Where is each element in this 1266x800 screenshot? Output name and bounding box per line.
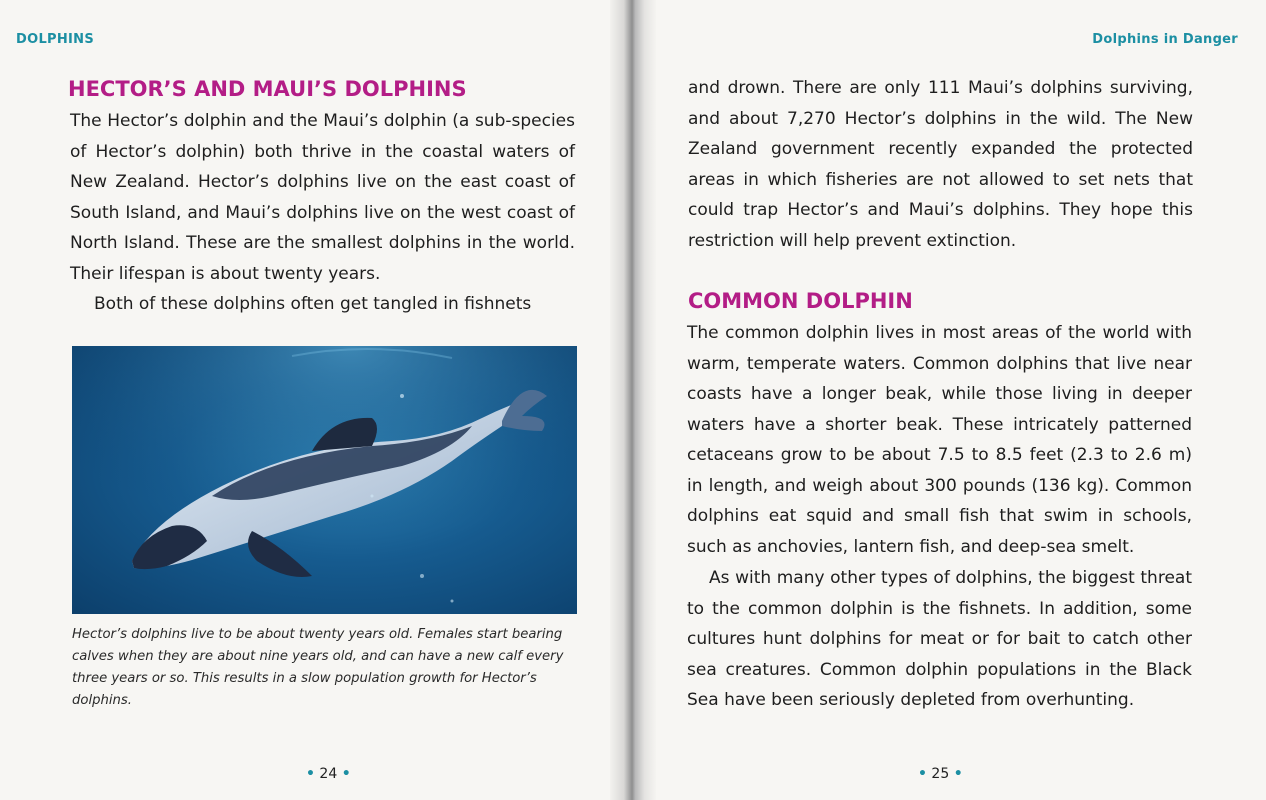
page-number-24: 24 xyxy=(319,766,338,782)
folio-dot-icon: • xyxy=(918,766,927,782)
page-number-right xyxy=(918,766,963,782)
folio-dot-icon: • xyxy=(341,766,351,782)
folio-dot-icon: • xyxy=(953,766,963,782)
paragraph-hectors-intro: The Hector’s dolphin and the Maui’s dolphin (a sub-species of Hector’s dolphin) both thrive in the coastal waters of New Zealand. Hector’s dolphins live on the east coast of South Island, and Maui’s dolphins live on the west coast of North Island. These are the smallest dolphins in the world. Their lifespan is about twenty years. xyxy=(70,111,575,284)
paragraph-fishnets: Both of these dolphins often get tangled in fishnets xyxy=(94,294,532,314)
dolphin-photo xyxy=(72,346,577,614)
hectors-dolphin-illustration xyxy=(72,346,577,614)
paragraph-threats: As with many other types of dolphins, the biggest threat to the common dolphin is the fishnets. In addition, some cultures hunt dolphins for meat or for bait to catch other sea creatures. Common dolphin populations in the Black Sea have been seriously depleted from overhunting. xyxy=(687,568,1192,710)
folio-dot-icon: • xyxy=(306,766,315,782)
page-number-25: 25 xyxy=(931,766,950,782)
photo-caption: Hector’s dolphins live to be about twenty years old. Females start bearing calves when they are about nine years old, and can have a new calf every three years or so. This results in a slow population growth for Hector’s dolphins. xyxy=(72,627,564,708)
section-heading-common: COMMON DOLPHIN xyxy=(688,289,913,313)
book-gutter xyxy=(610,0,656,800)
running-head-left: DOLPHINS xyxy=(16,32,95,47)
paragraph-drown: and drown. There are only 111 Maui’s dolphins surviving, and about 7,270 Hector’s dolphins in the wild. The New Zealand government recently expanded the protected areas in which fisheries are not allowed to set nets that could trap Hector’s and Maui’s dolphins. They hope this restriction will help prevent extinction. xyxy=(688,78,1193,251)
section-heading-hectors: HECTOR’S AND MAUI’S DOLPHINS xyxy=(68,77,467,101)
page-number-left xyxy=(306,766,351,782)
paragraph-common-intro: The common dolphin lives in most areas of the world with warm, temperate waters. Common dolphins that live near coasts have a longer beak, while those living in deeper waters have a shorter beak. These intricately patterned cetaceans grow to be about 7.5 to 8.5 feet (2.3 to 2.6 m) in length, and weigh about 300 pounds (136 kg). Common dolphins eat squid and small fish that swim in schools, such as anchovies, lantern fish, and deep-sea smelt. xyxy=(687,323,1192,557)
running-head-right: Dolphins in Danger xyxy=(1092,32,1238,47)
